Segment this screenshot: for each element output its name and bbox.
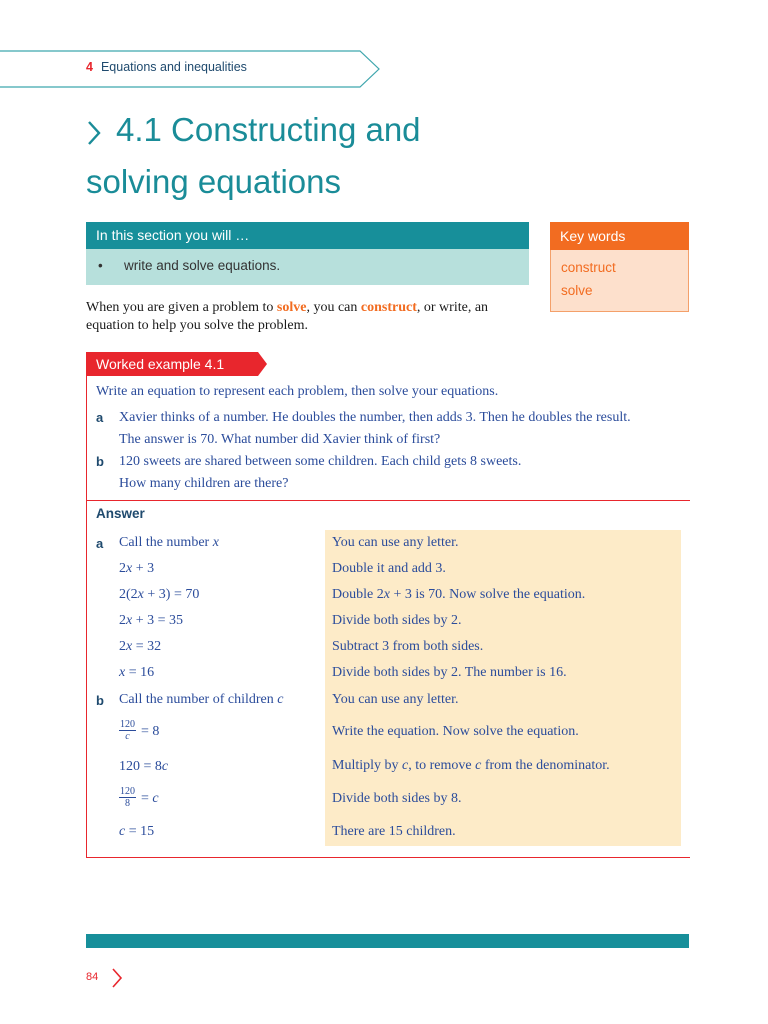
chapter-label [86, 60, 247, 74]
answer-part-letter: a [96, 536, 104, 551]
answer-note: Write the equation. Now solve the equation. [332, 724, 579, 739]
answer-work: Call the number x [119, 535, 219, 550]
answer-work: Call the number of children c [119, 692, 284, 707]
title-line-2: solving equations [86, 163, 342, 200]
answer-part-letter: b [96, 693, 104, 708]
denominator: 8 [125, 798, 130, 809]
answer-label: Answer [96, 506, 145, 521]
chevron-right-icon [111, 967, 123, 989]
answer-note: Divide both sides by 8. [332, 791, 462, 806]
answer-note: You can use any letter. [332, 535, 459, 550]
key-word-solve: solve [561, 283, 593, 298]
fraction [119, 719, 136, 742]
answer-work: x = 16 [119, 665, 155, 680]
question-intro: Write an equation to represent each problem, then solve your equations. [96, 384, 499, 399]
answer-work: 2x = 32 [119, 639, 162, 654]
footer-bar [86, 934, 689, 948]
title-line-1: 4.1 Constructing and [116, 111, 421, 148]
part-letter: a [96, 410, 104, 425]
intro-text: , or write, an equation to help you solve the problem. [86, 300, 489, 333]
numerator: 120 [120, 719, 135, 730]
question-text: 120 sweets are shared between some children. Each child gets 8 sweets. [119, 454, 522, 469]
answer-note: Multiply by c, to remove c from the denominator. [332, 758, 610, 773]
page-number: 84 [86, 971, 99, 983]
answer-note: Double 2x + 3 is 70. Now solve the equation. [332, 587, 586, 602]
denominator: c [125, 731, 130, 742]
divider [86, 857, 690, 858]
answer-work: = c [141, 791, 159, 806]
answer-work: = 8 [141, 724, 160, 739]
question-text: Xavier thinks of a number. He doubles the number, then adds 3. Then he doubles the result. [119, 410, 631, 425]
section-title [86, 104, 556, 208]
answer-note: Divide both sides by 2. The number is 16. [332, 665, 567, 680]
chevron-right-icon [86, 120, 102, 146]
numerator: 120 [120, 786, 135, 797]
answer-work: 120 = 8c [119, 759, 169, 774]
chapter-title: Equations and inequalities [100, 60, 247, 74]
divider [86, 500, 690, 501]
answer-work: 2x + 3 [119, 561, 155, 576]
key-word-construct: construct [561, 260, 616, 275]
question-text: The answer is 70. What number did Xavier think of first? [119, 432, 441, 447]
question-text: How many children are there? [119, 476, 289, 491]
answer-note: Divide both sides by 2. [332, 613, 462, 628]
highlight-solve: solve [276, 300, 307, 315]
section-objectives-item [86, 249, 529, 285]
part-letter: b [96, 454, 104, 469]
key-words-box [550, 222, 689, 312]
worked-example-label: Worked example 4.1 [96, 356, 225, 372]
key-words-list [550, 250, 689, 312]
answer-note: Double it and add 3. [332, 561, 446, 576]
answer-work: 2(2x + 3) = 70 [119, 587, 200, 602]
answer-note: Subtract 3 from both sides. [332, 639, 484, 654]
objective-text: write and solve equations. [124, 258, 281, 273]
highlight-construct: construct [360, 300, 417, 315]
intro-text: , you can [306, 300, 361, 315]
chapter-number: 4 [86, 60, 93, 74]
answer-work: c = 15 [119, 824, 155, 839]
fraction [119, 786, 136, 809]
intro-paragraph [86, 299, 536, 335]
answer-note: There are 15 children. [332, 824, 456, 839]
section-objectives-box [86, 222, 529, 285]
answer-work: 2x + 3 = 35 [119, 613, 184, 628]
intro-text: When you are given a problem to [86, 300, 277, 315]
key-words-heading: Key words [550, 222, 689, 250]
answer-note: You can use any letter. [332, 692, 459, 707]
section-objectives-heading: In this section you will … [86, 222, 529, 249]
bullet: • [98, 258, 103, 273]
